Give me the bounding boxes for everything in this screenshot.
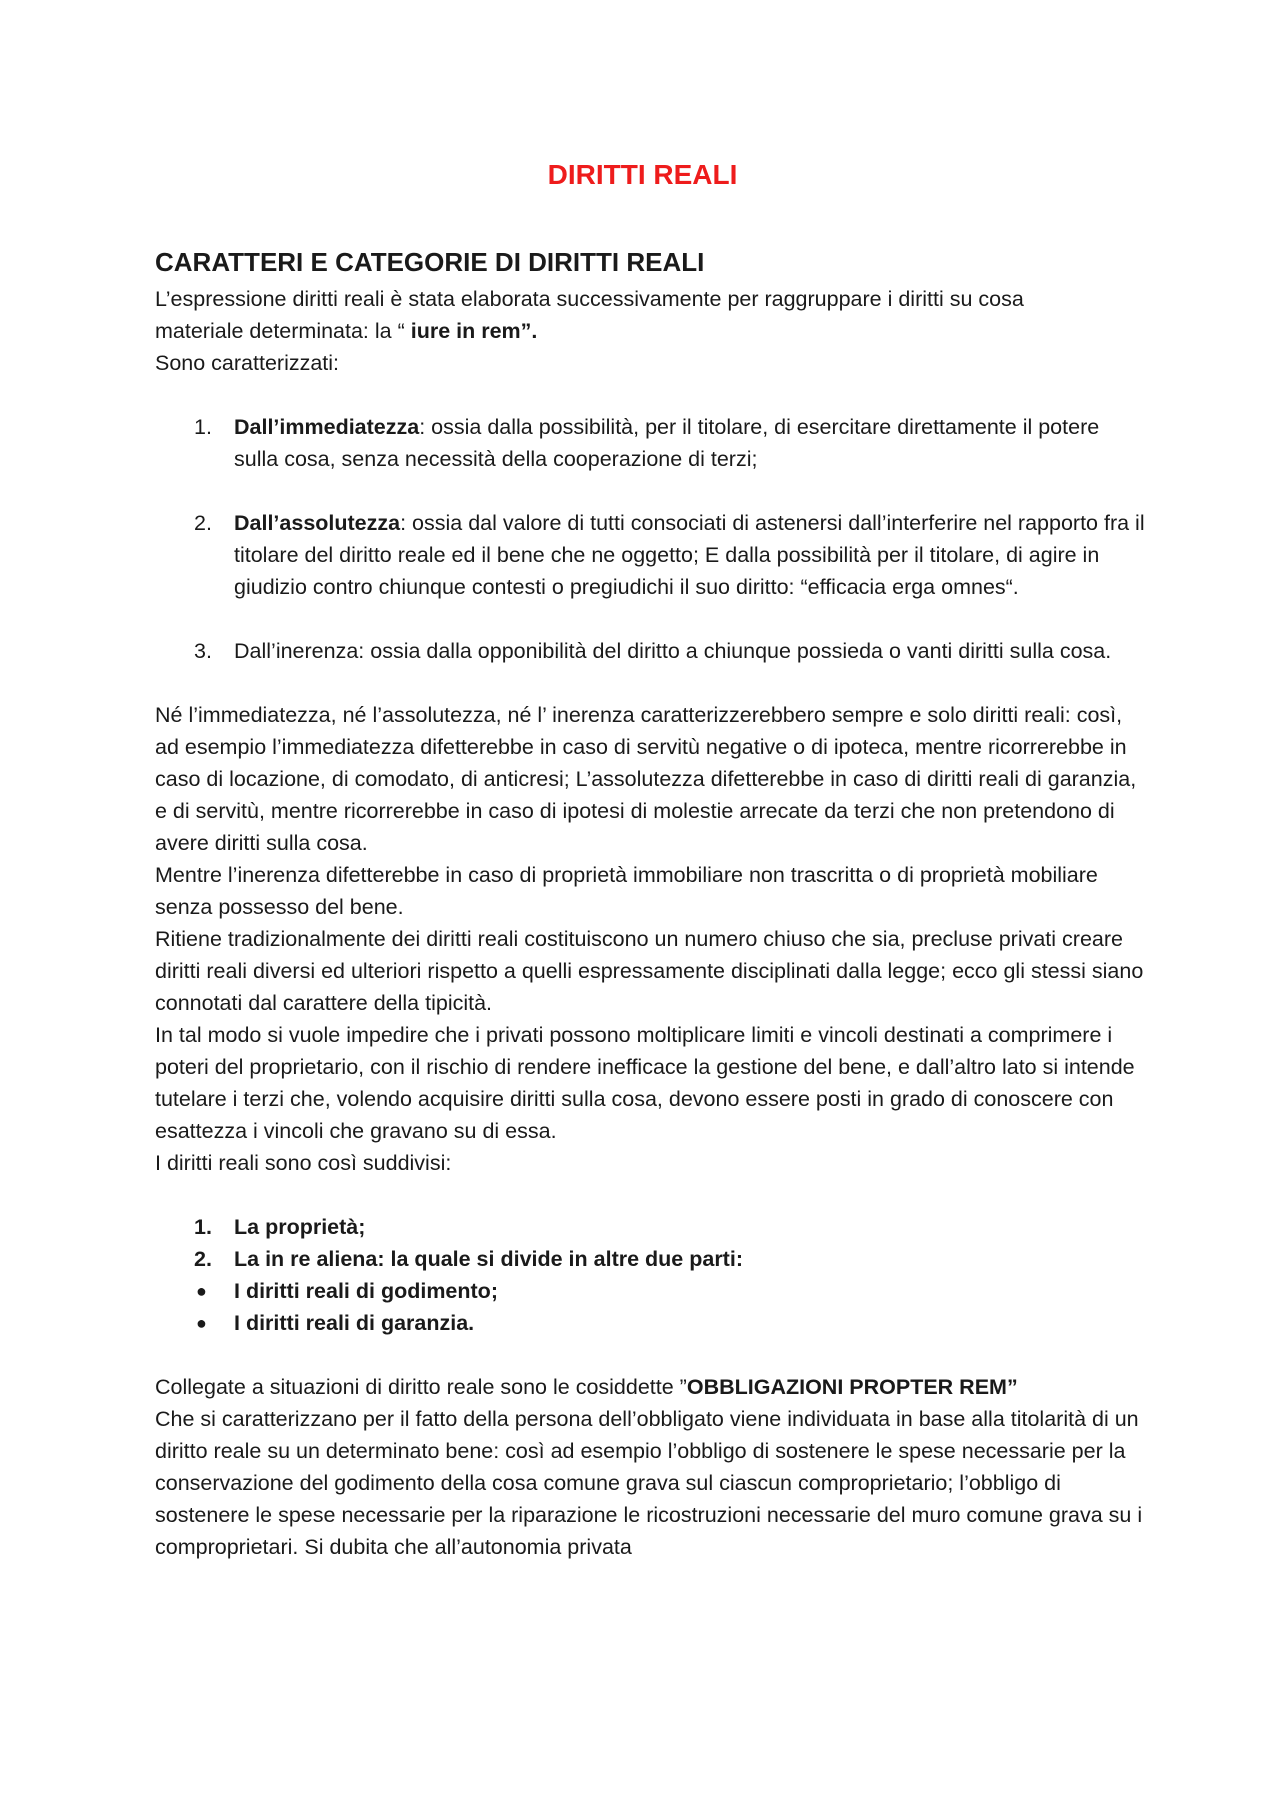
- characteristic-item: [155, 507, 1145, 603]
- intro-line-1: L’espressione diritti reali è stata elaborata successivamente per raggruppare i diritti su cosa: [155, 287, 1024, 311]
- characteristic-text: : ossia dalla possibilità, per il titolare, di esercitare direttamente il potere sulla cosa, senza necessità della cooperazione di terzi;: [234, 415, 1100, 471]
- document-body: [155, 283, 1145, 1563]
- characteristic-term: Dall’assolutezza: [234, 511, 401, 535]
- categories-list: [155, 1211, 1145, 1339]
- propter-rem-paragraph: [155, 1371, 1145, 1563]
- propter-rem-lead: Collegate a situazioni di diritto reale sono le cosiddette ”: [155, 1375, 687, 1399]
- document-title: DIRITTI REALI: [547, 159, 738, 190]
- bullet-icon: ●: [196, 1313, 207, 1333]
- list-number: 3.: [194, 639, 212, 663]
- characteristics-list: [155, 411, 1145, 667]
- category-text: La in re aliena: la quale si divide in altre due parti:: [234, 1247, 743, 1271]
- paragraph: Ritiene tradizionalmente dei diritti reali costituiscono un numero chiuso che sia, precluse privati creare diritti reali diversi ed ulteriori rispetto a quelli espressamente disciplinati dalla legge; ecco gli stessi siano connotati dal carattere della tipicità.: [155, 927, 1144, 1015]
- list-number: 1.: [194, 415, 212, 439]
- category-item: [155, 1307, 1145, 1339]
- category-text: La proprietà;: [234, 1215, 366, 1239]
- propter-rem-bold: OBBLIGAZIONI PROPTER REM”: [686, 1375, 1018, 1399]
- intro-line-2-bold: iure in rem”.: [410, 319, 538, 343]
- paragraph: Mentre l’inerenza difetterebbe in caso di proprietà immobiliare non trascritta o di proprietà mobiliare senza possesso del bene.: [155, 863, 1098, 919]
- propter-rem-text: Che si caratterizzano per il fatto della persona dell’obbligato viene individuata in base alla titolarità di un diritto reale su un determinato bene: così ad esempio l’obbligo di sostenere le spese necessarie per la conservazione del godimento della cosa comune grava sul ciascun comproprietario; l’obbligo di sostenere le spese necessarie per la riparazione le ricostruzioni necessarie del muro comune grava su i comproprietari. Si dubita che all’autonomia privata: [155, 1407, 1143, 1559]
- category-text: I diritti reali di godimento;: [234, 1279, 498, 1303]
- category-text: I diritti reali di garanzia.: [234, 1311, 475, 1335]
- characteristic-text: : ossia dal valore di tutti consociati di astenersi dall’interferire nel rapporto fra il titolare del diritto reale ed il bene che ne oggetto; E dalla possibilità per il titolare, di agire in giudizio contro chiunque contesti o pregiudichi il suo diritto: “efficacia erga omnes“.: [234, 511, 1145, 599]
- characteristic-text: Dall’inerenza: ossia dalla opponibilità del diritto a chiunque possieda o vanti diritti sulla cosa.: [234, 639, 1112, 663]
- category-item: [155, 1211, 1145, 1243]
- characteristic-item: [155, 411, 1145, 475]
- characteristic-item: [155, 635, 1145, 667]
- intro-line-2-prefix: materiale determinata: la “: [155, 319, 411, 343]
- list-number: 2.: [194, 511, 212, 535]
- intro-line-3: Sono caratterizzati:: [155, 351, 340, 375]
- section-heading: CARATTERI E CATEGORIE DI DIRITTI REALI: [155, 247, 705, 277]
- intro-paragraph: [155, 283, 1145, 379]
- category-item: [155, 1275, 1145, 1307]
- paragraph: I diritti reali sono così suddivisi:: [155, 1151, 452, 1175]
- characteristic-term: Dall’immediatezza: [234, 415, 420, 439]
- list-number: 2.: [194, 1247, 212, 1271]
- list-number: 1.: [194, 1215, 212, 1239]
- paragraph: In tal modo si vuole impedire che i privati possono moltiplicare limiti e vincoli destinati a comprimere i poteri del proprietario, con il rischio di rendere inefficace la gestione del bene, e dall’altro lato si intende tutelare i terzi che, volendo acquisire diritti sulla cosa, devono essere posti in grado di conoscere con esattezza i vincoli che gravano su di essa.: [155, 1023, 1135, 1143]
- bullet-icon: ●: [196, 1281, 207, 1301]
- paragraph: Né l’immediatezza, né l’assolutezza, né l’ inerenza caratterizzerebbero sempre e solo diritti reali: così, ad esempio l’immediatezza difetterebbe in caso di servitù negative o di ipoteca, mentre ricorrerebbe in caso di locazione, di comodato, di anticresi; L’assolutezza difetterebbe in caso di diritti reali di garanzia, e di servitù, mentre ricorrerebbe in caso di ipotesi di molestie arrecate da terzi che non pretendono di avere diritti sulla cosa.: [155, 703, 1137, 855]
- category-item: [155, 1243, 1145, 1275]
